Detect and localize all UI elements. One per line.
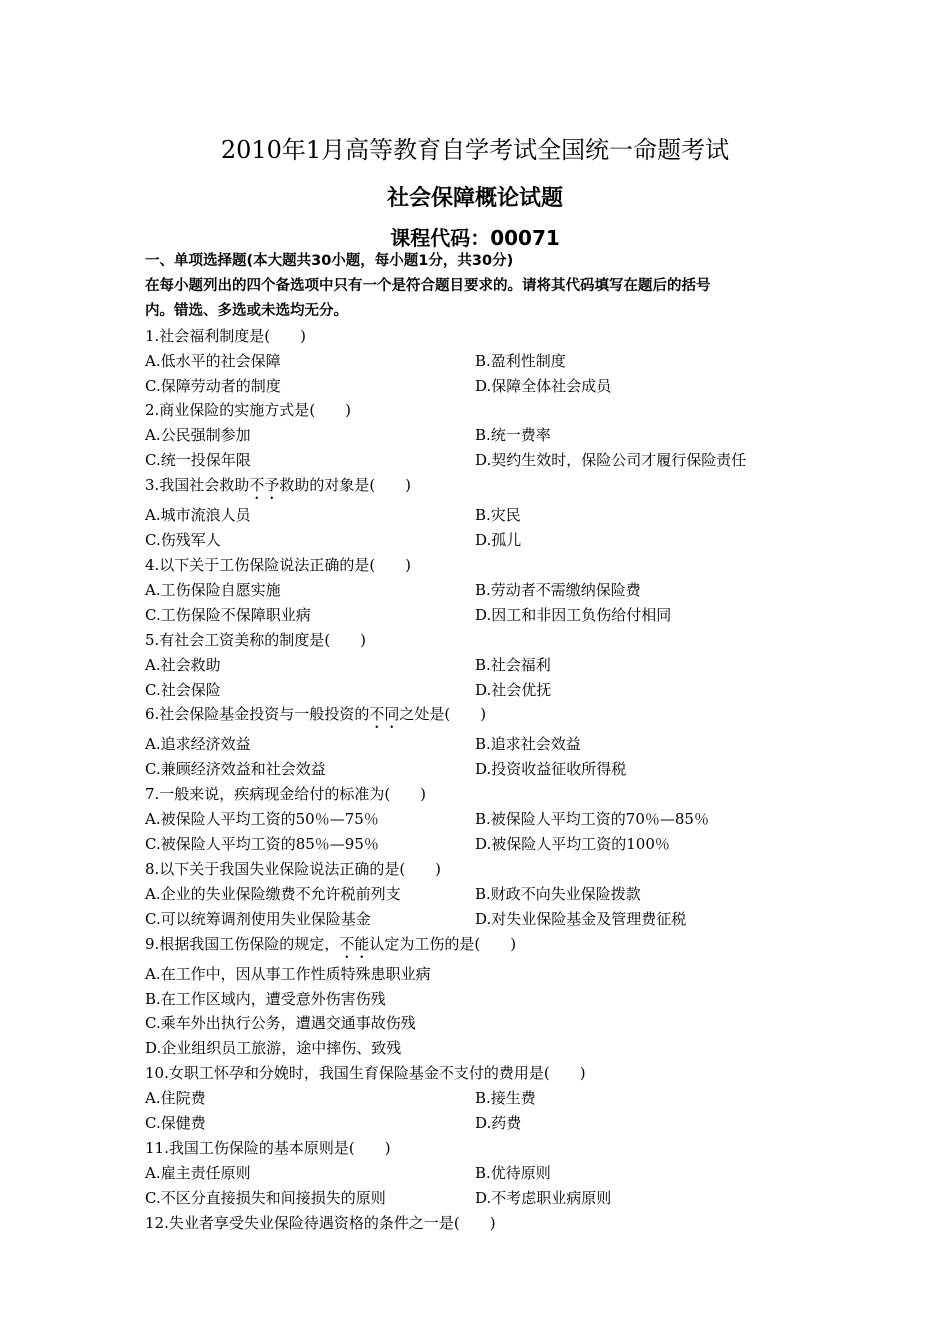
option-row — [145, 907, 825, 932]
option-b: B.追求社会效益 — [475, 735, 581, 754]
emphasized-text: 不能 — [339, 934, 370, 953]
option-d: D.社会优抚 — [475, 680, 552, 699]
emphasized-text: 不予 — [249, 476, 280, 495]
option-b: B.劳动者不需缴纳保险费 — [475, 580, 641, 599]
instructions-line-2: 内。错选、多选或未选均无分。 — [145, 302, 348, 319]
question-stem: 2.商业保险的实施方式是( ) — [145, 401, 352, 420]
option-row — [145, 882, 825, 907]
option-a: A.追求经济效益 — [145, 735, 251, 754]
option-d: D.不考虑职业病原则 — [475, 1188, 612, 1207]
section-heading: 一、单项选择题(本大题共30小题，每小题1分，共30分) — [145, 253, 514, 269]
option-b: B.优待原则 — [475, 1163, 551, 1182]
stem-text: 3.我国社会救助 — [145, 476, 250, 495]
instructions-line-1: 在每小题列出的四个备选项中只有一个是符合题目要求的。请将其代码填写在题后的括号 — [145, 277, 711, 294]
option-b: B.社会福利 — [475, 655, 551, 674]
option-b: B.在工作区域内，遭受意外伤害伤残 — [145, 989, 386, 1008]
option-a: A.住院费 — [145, 1089, 206, 1108]
option-d: D.对失业保险基金及管理费征税 — [475, 909, 687, 928]
option-row — [145, 1161, 825, 1186]
option-a: A.城市流浪人员 — [145, 506, 251, 525]
question-stem: 1.社会福利制度是( ) — [145, 326, 307, 345]
question-stem: 12.失业者享受失业保险待遇资格的条件之一是( ) — [145, 1213, 496, 1232]
stem-text: 认定为工伤的是( ) — [369, 934, 517, 953]
option-a: A.社会救助 — [145, 655, 221, 674]
option-row — [145, 1086, 825, 1111]
option-d: D.保障全体社会成员 — [475, 376, 612, 395]
option-b: B.灾民 — [475, 506, 521, 525]
option-a: A.企业的失业保险缴费不允许税前列支 — [145, 884, 401, 903]
option-b: B.统一费率 — [475, 426, 551, 445]
option-row — [145, 503, 825, 528]
option-d: D.药费 — [475, 1114, 522, 1133]
option-row — [145, 807, 825, 832]
option-a: A.雇主责任原则 — [145, 1163, 251, 1182]
question-stem: 8.以下关于我国失业保险说法正确的是( ) — [145, 859, 442, 878]
option-d: D.孤儿 — [475, 531, 522, 550]
option-c: C.不区分直接损失和间接损失的原则 — [145, 1188, 386, 1207]
option-b: B.盈利性制度 — [475, 351, 566, 370]
option-a: A.被保险人平均工资的50％—75％ — [145, 810, 379, 829]
question-stem: 4.以下关于工伤保险说法正确的是( ) — [145, 555, 412, 574]
emphasized-text: 不同 — [369, 705, 400, 724]
option-c: C.可以统筹调剂使用失业保险基金 — [145, 909, 371, 928]
option-b: B.被保险人平均工资的70％—85％ — [475, 810, 709, 829]
option-b: B.接生费 — [475, 1089, 536, 1108]
option-a: A.低水平的社会保障 — [145, 351, 281, 370]
question-stem — [145, 473, 825, 503]
option-row — [145, 528, 825, 553]
subject-title: 社会保障概论试题 — [386, 186, 563, 211]
option-c: C.保障劳动者的制度 — [145, 376, 281, 395]
question-stem — [145, 702, 825, 732]
question-stem: 10.女职工怀孕和分娩时，我国生育保险基金不支付的费用是( ) — [145, 1064, 586, 1083]
exam-title: 2010年1月高等教育自学考试全国统一命题考试 — [220, 136, 730, 164]
option-row — [145, 423, 825, 448]
option-b: B.财政不向失业保险拨款 — [475, 884, 641, 903]
option-row — [145, 578, 825, 603]
question-stem: 7.一般来说，疾病现金给付的标准为( ) — [145, 785, 427, 804]
option-c: C.伤残军人 — [145, 531, 221, 550]
option-c: C.被保险人平均工资的85％—95％ — [145, 835, 379, 854]
option-d: D.因工和非因工负伤给付相同 — [475, 605, 672, 624]
question-stem: 5.有社会工资美称的制度是( ) — [145, 630, 367, 649]
question-stem: 11.我国工伤保险的基本原则是( ) — [145, 1139, 391, 1157]
option-row — [145, 603, 825, 628]
stem-text: 9.根据我国工伤保险的规定， — [145, 934, 340, 953]
stem-text: 6.社会保险基金投资与一般投资的 — [145, 705, 370, 724]
option-c: C.社会保险 — [145, 680, 221, 699]
option-a: A.在工作中，因从事工作性质特殊患职业病 — [145, 964, 431, 983]
option-d: D.企业组织员工旅游，途中摔伤、致残 — [145, 1039, 402, 1058]
option-a: A.工伤保险自愿实施 — [145, 580, 281, 599]
question-stem — [145, 932, 825, 962]
option-row — [145, 732, 825, 757]
option-c: C.工伤保险不保障职业病 — [145, 605, 311, 624]
option-c: C.保健费 — [145, 1114, 206, 1133]
option-d: D.被保险人平均工资的100％ — [475, 835, 670, 854]
option-row — [145, 757, 825, 782]
option-row — [145, 374, 825, 399]
option-a: A.公民强制参加 — [145, 426, 251, 445]
option-c: C.乘车外出执行公务，遭遇交通事故伤残 — [145, 1014, 416, 1033]
option-row — [145, 349, 825, 374]
option-row — [145, 653, 825, 678]
option-d: D.契约生效时，保险公司才履行保险责任 — [475, 451, 747, 470]
option-row — [145, 678, 825, 703]
course-code: 课程代码：00071 — [390, 226, 560, 250]
option-row — [145, 448, 825, 473]
option-c: C.统一投保年限 — [145, 451, 251, 470]
option-row — [145, 832, 825, 857]
stem-text: 救助的对象是( ) — [279, 476, 412, 495]
option-row — [145, 1186, 825, 1211]
exam-content — [145, 249, 825, 1236]
option-d: D.投资收益征收所得税 — [475, 760, 627, 779]
stem-text: 之处是( ) — [399, 705, 487, 724]
option-row — [145, 1111, 825, 1136]
option-c: C.兼顾经济效益和社会效益 — [145, 760, 326, 779]
